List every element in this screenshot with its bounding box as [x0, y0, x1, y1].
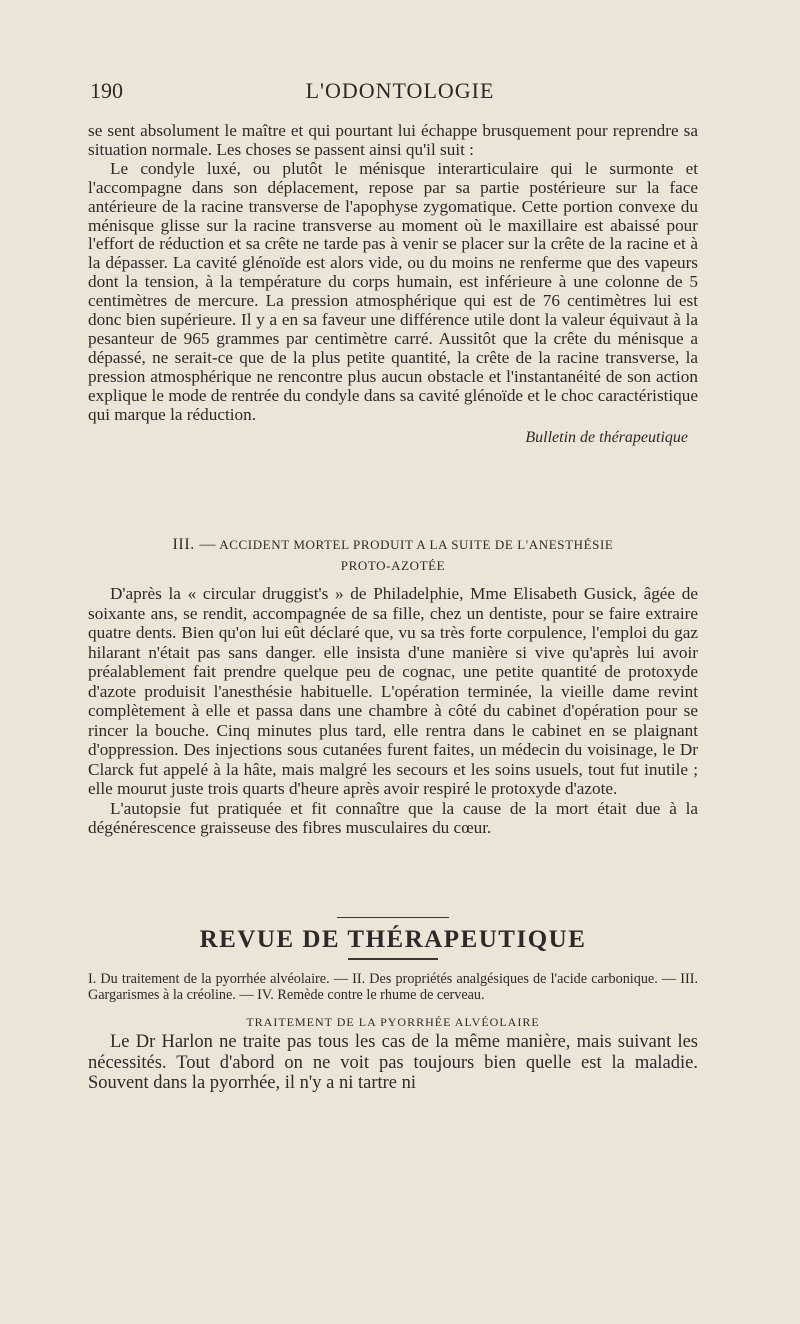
section-number: III. —: [172, 536, 217, 553]
citation: Bulletin de thérapeutique: [525, 428, 688, 446]
paragraph: Le condyle luxé, ou plutôt le ménisque interarticulaire qui le surmonte et l'accompagne dans son déplacement, repose par sa partie postérieure sur la face antérieure de la racine transverse de l'apophyse zygomatique. Cette portion convexe du ménisque glisse sur la racine transverse au moment où le maxillaire est abaissé pour l'effort de réduction et sa crête ne tarde pas à venir se placer sur la crête de la racine et à la dépasser. La cavité glénoïde est alors vide, ou du moins ne renferme que des vapeurs dont la tension, à la température du corps humain, est inférieure à une colonne de 5 centimètres de mercure. La pression atmosphérique qui est de 76 centimètres lui est donc bien supérieure. Il y a en sa faveur une différence utile dont la valeur équivaut à la pesanteur de 965 grammes par centimètre carré. Aussitôt que la crête du ménisque a dépassé, ne serait-ce que de la plus petite quantité, la crête de la racine transverse, la pression atmosphérique ne rencontre plus aucun obstacle et l'instantanéité de son action explique le mode de rentrée du condyle dans sa cavité glénoïde et le choc caractéristique qui marque la réduction.: [88, 158, 698, 424]
paragraph: Le Dr Harlon ne traite pas tous les cas de la même manière, mais suivant les nécessités. Tout d'abord on ne voit pas toujours bien quelle est la maladie. Souvent dans la pyorrhée, il n'y a ni tartre ni: [88, 1032, 698, 1093]
page-number: 190: [90, 78, 123, 103]
revue-title: REVUE DE THÉRAPEUTIQUE: [199, 926, 587, 953]
separator-rule: [337, 917, 449, 918]
section-heading-line1: ACCIDENT MORTEL PRODUIT A LA SUITE DE L'ANESTHÉSIE: [219, 537, 614, 552]
running-title: L'ODONTOLOGIE: [305, 78, 495, 103]
paragraph: se sent absolument le maître et qui pourtant lui échappe brusquement pour reprendre sa situation normale. Les choses se passent ainsi qu'il suit :: [88, 121, 698, 159]
article-continuation: [88, 122, 698, 447]
revue-section: [88, 917, 698, 1094]
paragraph: D'après la « circular druggist's » de Philadelphie, Mme Elisabeth Gusick, âgée de soixante ans, se rendit, accompagnée de sa fille, chez un dentiste, pour se faire extraire quatre dents. Bien qu'on lui eût déclaré que, vu sa très forte corpulence, l'emploi du gaz hilarant n'était pas sans danger. elle insista d'une manière si vive qu'après lui avoir préalablement fait prendre quelque peu de cognac, une petite quantité de protoxyde d'azote produisit l'anesthésie habituelle. L'opération terminée, la vieille dame revint complètement à elle et passa dans une chambre à côté du cabinet d'opération pour se rincer la bouche. Cinq minutes plus tard, elle rentra dans le cabinet en se plaignant d'oppression. Des injections sous cutanées furent faites, un médecin du voisinage, le Dr Clarck fut appelé à la hâte, mais malgré les secours et les soins usuels, tout fut inutile ; elle mourut juste trois quarts d'heure après avoir respiré le protoxyde d'azote.: [88, 584, 698, 798]
page-header: [90, 78, 710, 108]
section-heading-line2: PROTO-AZOTÉE: [340, 558, 446, 573]
subheading: TRAITEMENT DE LA PYORRHÉE ALVÉOLAIRE: [246, 1015, 540, 1029]
decorative-rule: [348, 958, 438, 960]
paragraph: L'autopsie fut pratiquée et fit connaître que la cause de la mort était due à la dégénérescence graisseuse des fibres musculaires du cœur.: [88, 798, 698, 837]
section-three: [88, 534, 698, 838]
section-heading: [88, 534, 698, 576]
summary: I. Du traitement de la pyorrhée alvéolaire. — II. Des propriétés analgésiques de l'acide carbonique. — III. Gargarismes à la créoline. — IV. Remède contre le rhume de cerveau.: [88, 971, 698, 1003]
